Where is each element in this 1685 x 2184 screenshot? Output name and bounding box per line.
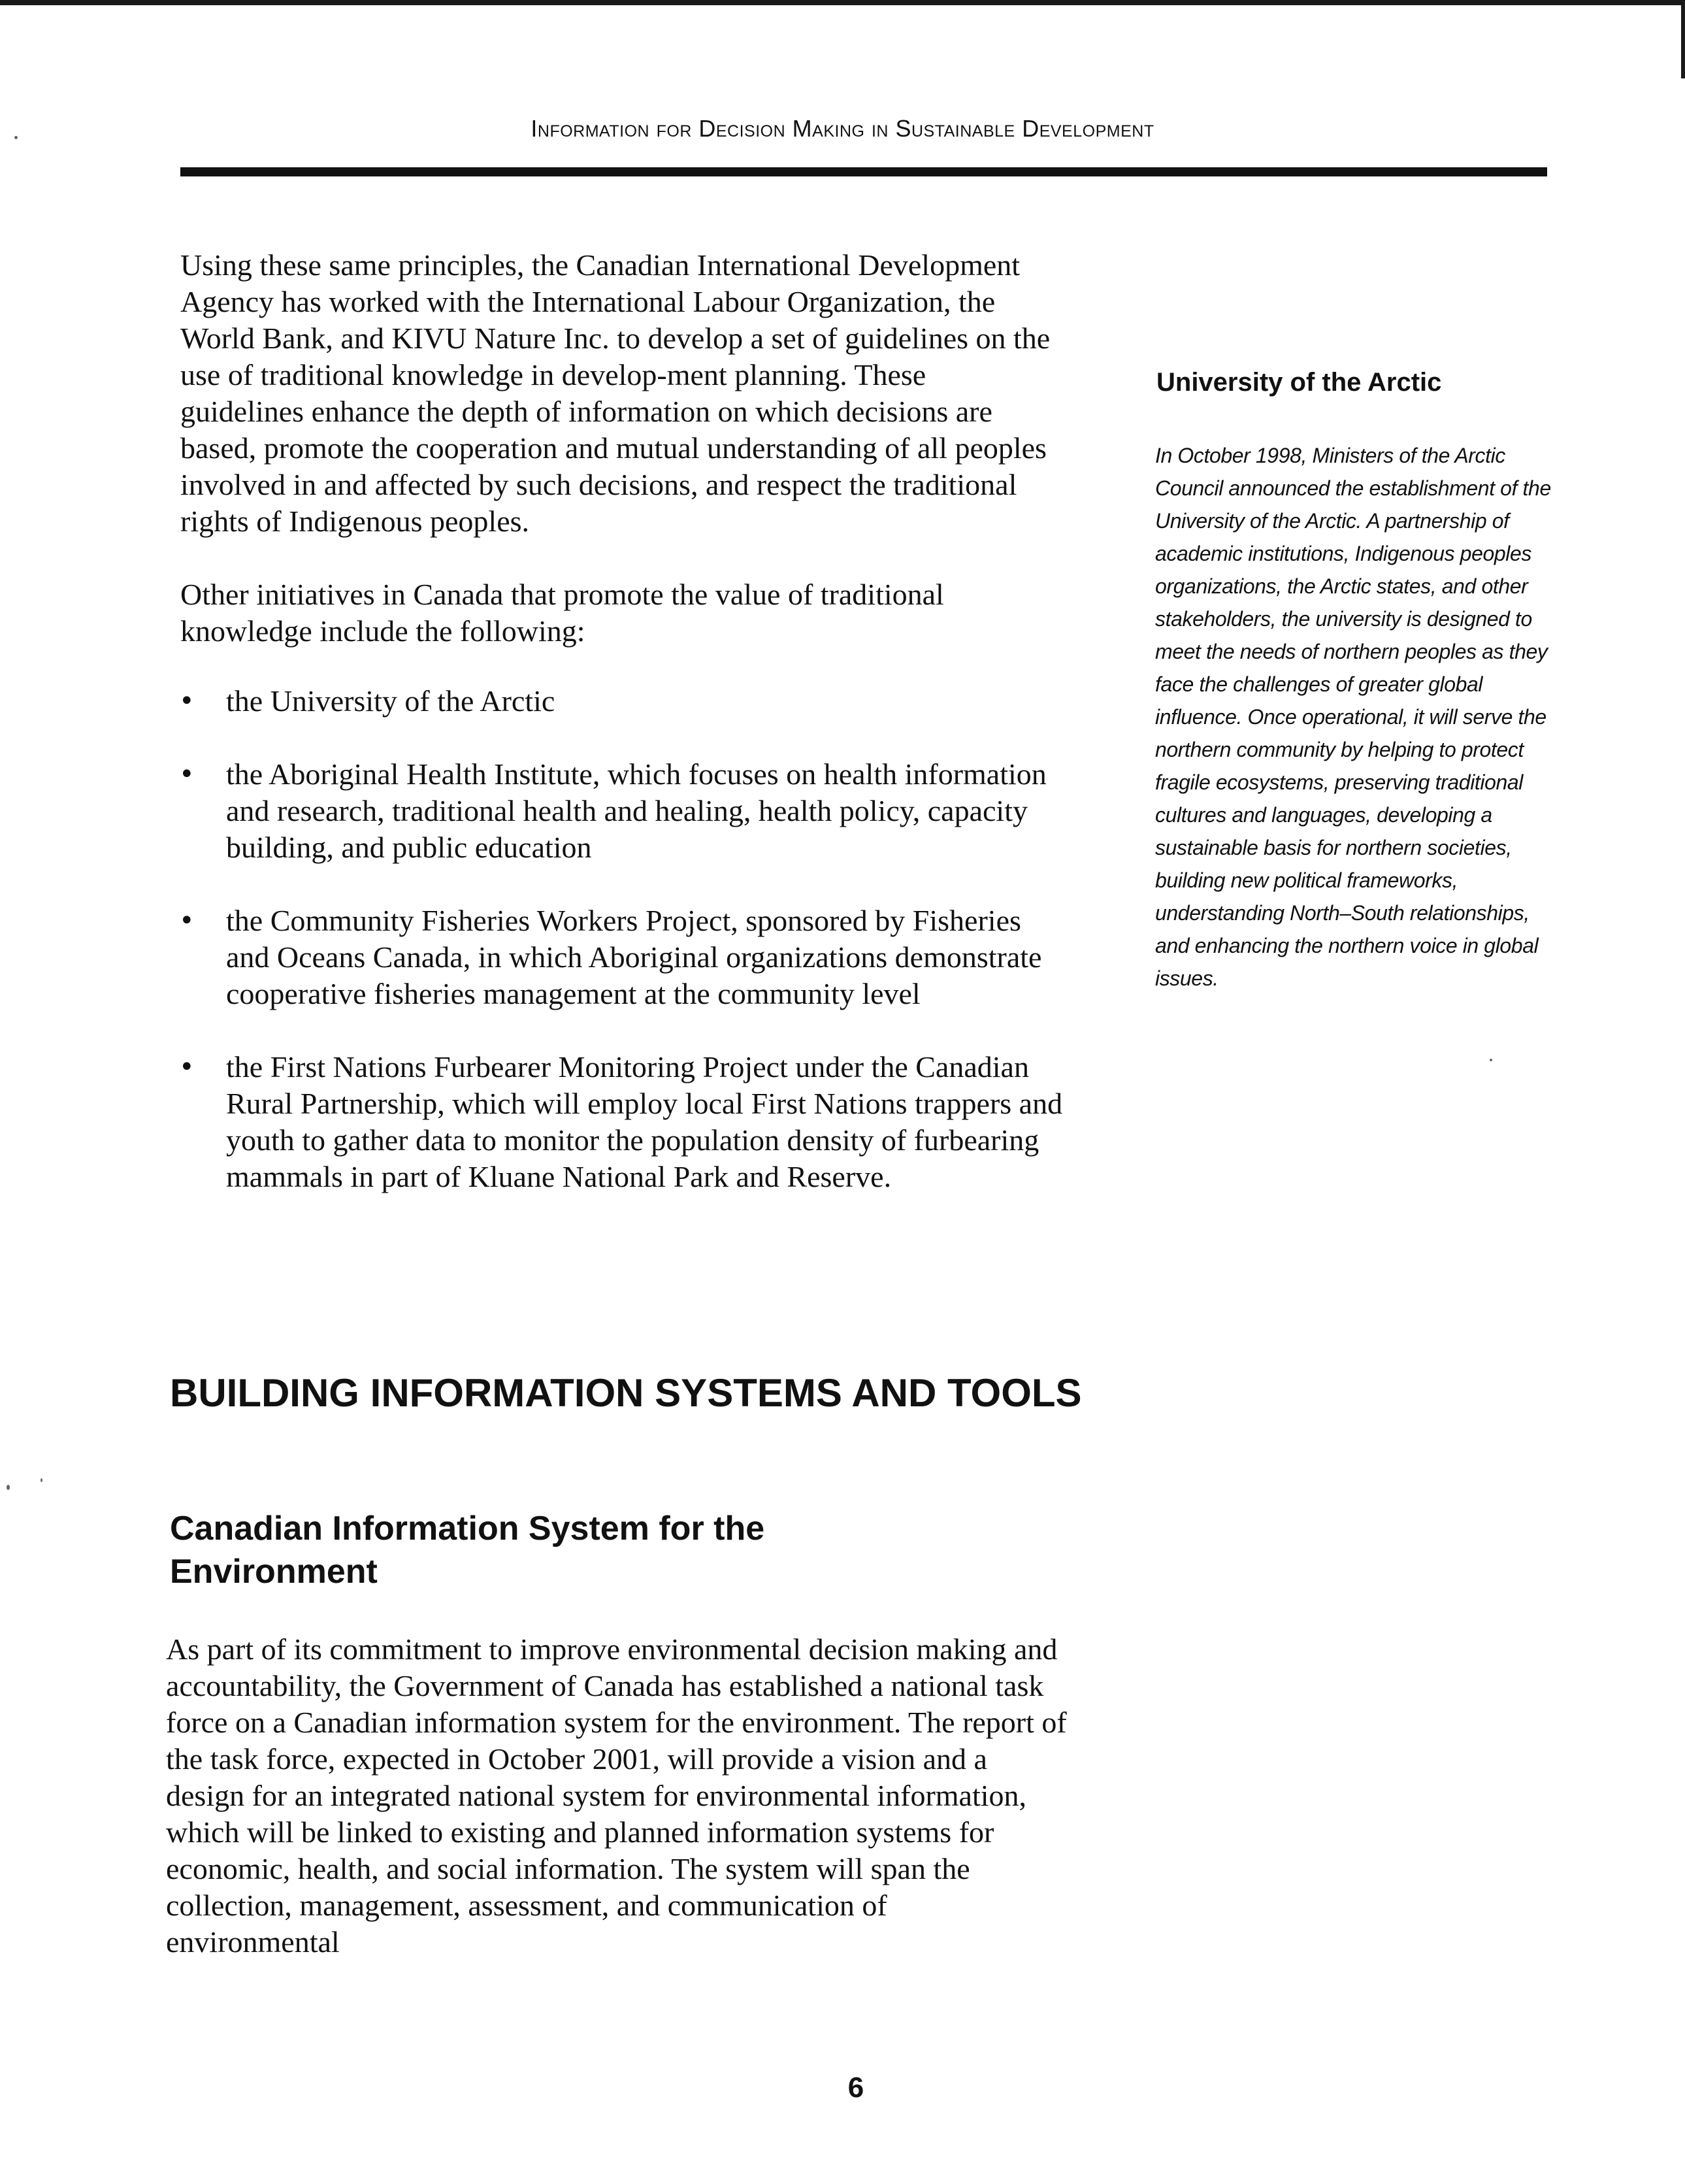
scan-speck	[1490, 1059, 1492, 1061]
scan-speck	[41, 1478, 42, 1482]
page-number: 6	[847, 2072, 864, 2104]
bullet-icon: •	[179, 906, 195, 936]
bullet-icon: •	[179, 1052, 195, 1082]
list-item-text: the University of the Arctic	[226, 684, 555, 718]
running-header: Information for Decision Making in Sustainable Development	[531, 115, 1154, 142]
header-rule	[180, 167, 1547, 176]
bullet-icon: •	[179, 686, 195, 716]
list-item	[170, 683, 1072, 720]
initiatives-list	[170, 683, 1072, 1232]
scan-speck	[7, 1485, 10, 1490]
sidebar-text: In October 1998, Ministers of the Arctic Council announced the establishment of the University of the Arctic. A partnership of academic institutions, Indigenous peoples organizations, the Arctic states, and other stakeholders, the university is designed to meet the needs of northern peoples as they face the challenges of greater global influence. Once operational, it will serve the northern community by helping to protect fragile ecosystems, preserving traditional cultures and languages, developing a sustainable basis for northern societies, building new political frameworks, understanding North–South relationships, and enhancing the northern voice in global issues.	[1155, 444, 1551, 990]
section-heading: BUILDING INFORMATION SYSTEMS AND TOOLS	[170, 1371, 1082, 1415]
scan-speck	[14, 136, 18, 139]
bullet-icon: •	[179, 759, 195, 789]
body-paragraph-2: Other initiatives in Canada that promote the value of traditional knowledge include the following:	[180, 578, 944, 648]
sidebar-title: University of the Arctic	[1156, 368, 1442, 397]
list-item-text: the Community Fisheries Workers Project, sponsored by Fisheries and Oceans Canada, in which Aboriginal organizations demonstrate cooperative fisheries management at the community level	[226, 904, 1042, 1010]
scan-edge-top	[0, 0, 1685, 5]
list-item-text: the First Nations Furbearer Monitoring Project under the Canadian Rural Partnership, which will employ local First Nations trappers and youth to gather data to monitor the population density of furbearing mammals in part of Kluane National Park and Reserve.	[226, 1050, 1063, 1193]
subsection-heading: Canadian Information System for the Environment	[170, 1510, 765, 1591]
body-paragraph-3: As part of its commitment to improve environmental decision making and accountability, the Government of Canada has established a national task force on a Canadian information system for the environment. The report of the task force, expected in October 2001, will provide a vision and a design for an integrated national system for environmental information, which will be linked to existing and planned information systems for economic, health, and social information. The system will span the collection, management, assessment, and communication of environmental	[166, 1632, 1067, 1959]
list-item	[170, 1049, 1072, 1195]
list-item	[170, 902, 1072, 1012]
list-item-text: the Aboriginal Health Institute, which focuses on health information and research, traditional health and healing, health policy, capacity building, and public education	[226, 757, 1047, 864]
list-item	[170, 756, 1072, 866]
scan-edge-right	[1681, 0, 1685, 78]
body-paragraph-1: Using these same principles, the Canadian International Development Agency has worked with the International Labour Organization, the World Bank, and KIVU Nature Inc. to develop a set of guidelines on the use of traditional knowledge in develop-ment planning. These guidelines enhance the depth of information on which decisions are based, promote the cooperation and mutual understanding of all peoples involved in and affected by such decisions, and respect the traditional rights of Indigenous peoples.	[180, 248, 1051, 538]
